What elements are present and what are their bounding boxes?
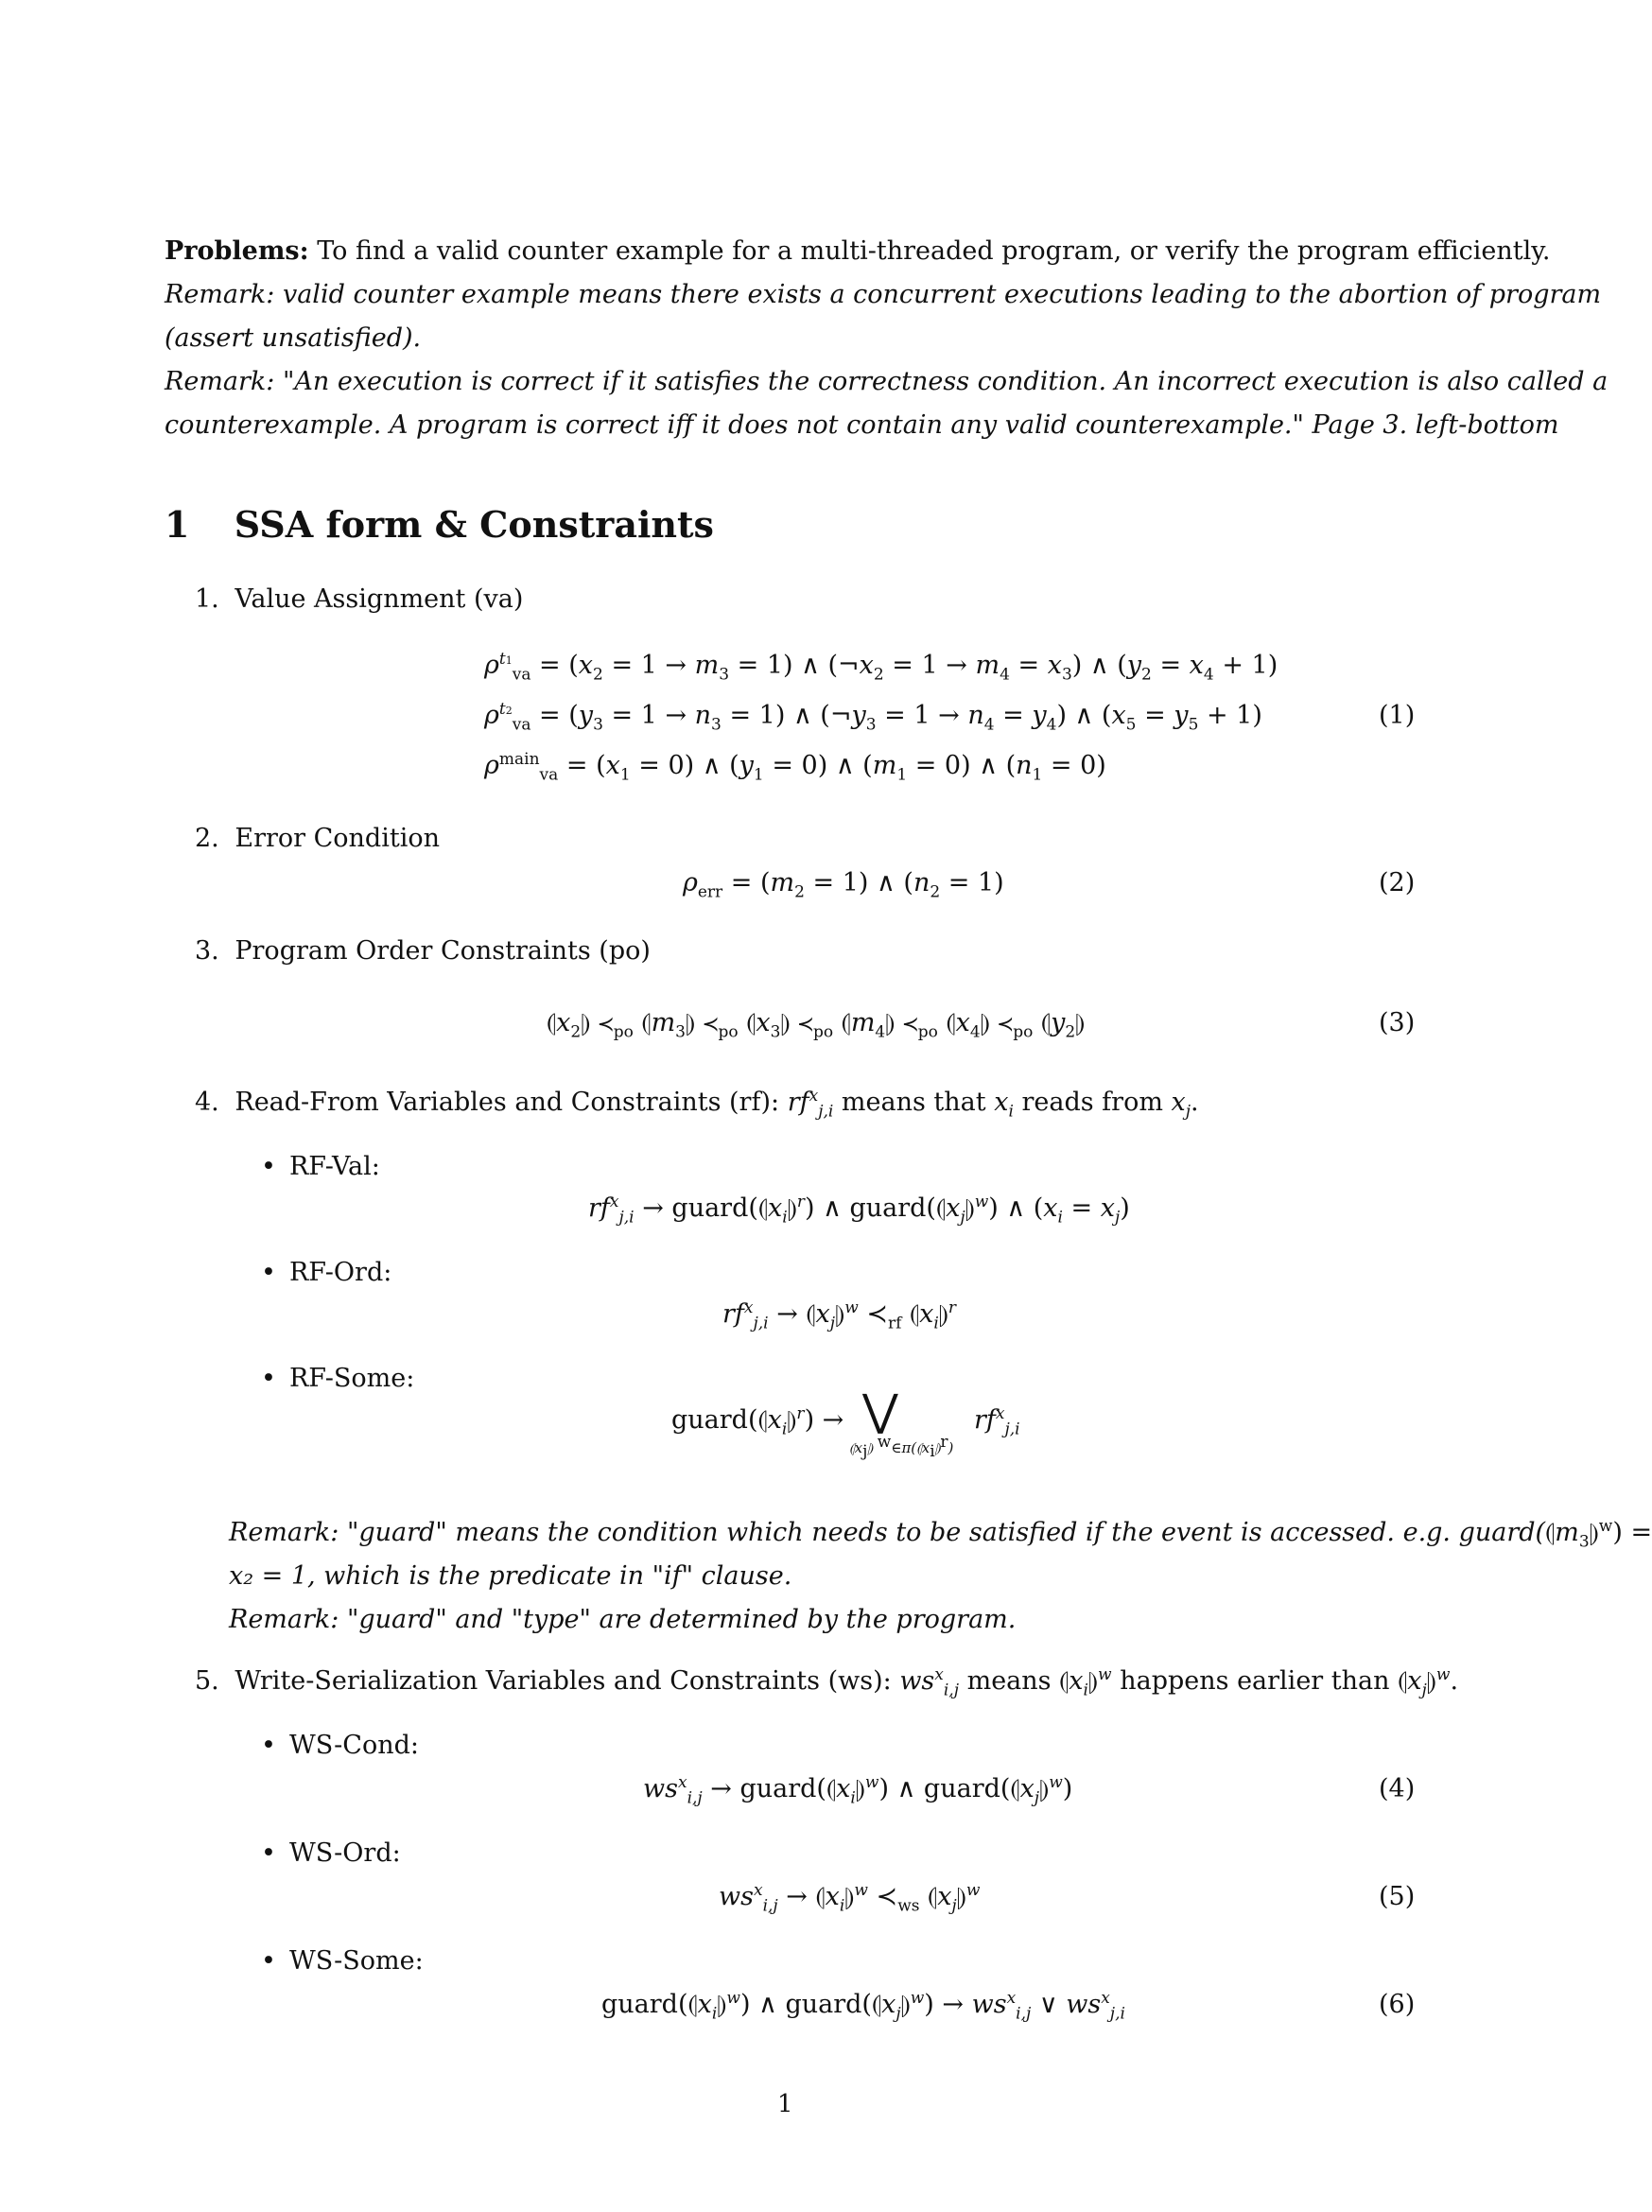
rf-remark-line1-end: ) = [1612,1518,1652,1547]
item-3-number: 3. [195,936,219,966]
item-5-label-mid2: happens earlier than [1120,1666,1390,1696]
problems-line [165,230,1550,273]
item-5: 5. Write-Serialization Variables and Constraints (ws): $ws^x_{i,j}$ means $⦇x_i⦈^w$ happens earlier than $⦇x_j⦈^w$. [195,1665,1459,1700]
eq5: $ws^x_{i,j}$ → $⦇x_i⦈^w$ $≺_{ws}$ $⦇x_j⦈^w$ [719,1881,981,1916]
bullet-ws-some: • WS-Some: [261,1946,424,1976]
bullet-rf-ord: • RF-Ord: [261,1258,392,1287]
item-3 [195,936,651,966]
item-4-label-end: . [1191,1088,1199,1117]
eq3: $⦇x_2⦈$ $≺_{po}$ $⦇m_3⦈$ $≺_{po}$ $⦇x_3⦈$ $≺_{po}$ $⦇m_4⦈$ $≺_{po}$ $⦇x_4⦈$ $≺_{po}$ $⦇y_2⦈$ [547,1008,1086,1042]
eq-rf-some-lhs: $guard(⦇x_i⦈^r)$ → [671,1404,844,1439]
section-title: SSA form & Constraints [234,503,714,546]
item-2-number: 2. [195,824,219,853]
item-5-label-end: . [1450,1666,1459,1696]
rf-remark-line2: x₂ = 1, which is the predicate in "if" clause. [229,1561,792,1591]
item-4-label-pre: Read-From Variables and Constraints (rf): [235,1088,780,1117]
remark2-line2: counterexample. A program is correct iff it does not contain any valid counterexample." Page 3. left-bottom [165,410,1559,440]
bigvee-subscript: $⦇x_j⦈$ $^w\in\pi(⦇x_i⦈^r)$ [849,1433,954,1461]
eq5-number: (5) [1379,1882,1416,1911]
item-2-label: Error Condition [235,824,440,853]
eq-rf-some-rhs: $rf^x_{j,i}$ [974,1404,1020,1439]
item-4-label-mid2: reads from [1021,1088,1163,1117]
section-heading [165,503,714,546]
eq-rf-ord: $rf^x_{j,i}$ → $⦇x_j⦈^w$ $≺_{rf}$ $⦇x_i⦈^r$ [722,1298,957,1333]
item-2 [195,824,440,853]
rf-remark-line1-text: Remark: "guard" means the condition which needs to be satisfied if the event is accessed. e.g. guard( [229,1518,1546,1547]
bullet-ws-cond: • WS-Cond: [261,1731,419,1760]
remark1-line2: (assert unsatisfied). [165,323,422,353]
ws-some-label: WS-Some: [288,1946,424,1976]
ws-ord-label: WS-Ord: [288,1838,401,1868]
item-1 [195,584,523,614]
rf-some-label: RF-Some: [288,1364,415,1393]
bullet-rf-val: • RF-Val: [261,1152,380,1181]
item-5-label-pre: Write-Serialization Variables and Constraints (ws): [235,1666,892,1696]
ws-cond-label: WS-Cond: [288,1731,419,1760]
problems-label: Problems: [165,236,309,266]
eq1-line2: $\rho^{t2}_{va} = (y_3 = 1 \to n_3 = 1)$ ∧ $(\neg y_3 = 1 \to n_4 = y_4)$ ∧ $(x_5 = y_5 + 1)$ [484,700,1262,735]
item-4-label-mid: means that [841,1088,986,1117]
item-3-label: Program Order Constraints (po) [235,936,651,966]
item-1-number: 1. [195,584,219,614]
item-5-number: 5. [195,1666,219,1696]
eq2: $\rho_{err} = (m_2 = 1)$ ∧ $(n_2 = 1)$ [683,868,1004,902]
eq6: $guard(⦇x_i⦈^w)$ ∧ $guard(⦇x_j⦈^w) \to ws^x_{i,j}$ ∨ $ws^x_{j,i}$ [601,1989,1125,2024]
rf-remark-line3: Remark: "guard" and "type" are determined by the program. [229,1605,1017,1634]
eq-rf-val: $rf^x_{j,i}$ → $guard(⦇x_i⦈^r)$ ∧ $guard(⦇x_j⦈^w)$ ∧ $(x_i = x_j)$ [588,1193,1130,1228]
eq2-number: (2) [1379,868,1416,897]
item-1-label: Value Assignment (va) [235,584,524,614]
item-4: 4. Read-From Variables and Constraints (rf): $rf^x_{j,i}$ means that $x_i$ reads from $x_j$. [195,1087,1199,1122]
page-number: 1 [777,2090,793,2118]
eq4-number: (4) [1379,1774,1416,1803]
eq1-number: (1) [1379,701,1416,730]
bigvee-symbol: ⋁ [862,1385,898,1436]
rf-remark-line1: Remark: "guard" means the condition which needs to be satisfied if the event is accessed. e.g. $guard(⦇m_3⦈^w)$ = [229,1517,1652,1552]
eq3-number: (3) [1379,1008,1416,1037]
remark1-line1: Remark: valid counter example means there exists a concurrent executions leading to the abortion of program [165,280,1602,309]
eq1-line1: $\rho^{t1}_{va} = (x_2 = 1 \to m_3 = 1)$ ∧ $(\neg x_2 = 1 \to m_4 = x_3)$ ∧ $(y_2 = x_4 + 1)$ [484,650,1278,685]
remark2-line1: Remark: "An execution is correct if it satisfies the correctness condition. An incorrect execution is also called a [165,367,1609,396]
eq4: $ws^x_{i,j}$ → $guard(⦇x_i⦈^w)$ ∧ $guard(⦇x_j⦈^w)$ [643,1773,1073,1808]
rf-val-label: RF-Val: [288,1152,380,1181]
rf-ord-label: RF-Ord: [288,1258,392,1287]
item-4-number: 4. [195,1088,219,1117]
item-5-label-mid: means [966,1666,1052,1696]
eq6-number: (6) [1379,1990,1416,2019]
section-number: 1 [165,503,190,546]
problems-text: To find a valid counter example for a multi-threaded program, or verify the program efficiently. [317,236,1551,266]
bullet-rf-some: • RF-Some: [261,1364,415,1393]
eq1-line3: $\rho^{main}_{va} = (x_1 = 0)$ ∧ $(y_1 = 0)$ ∧ $(m_1 = 0)$ ∧ $(n_1 = 0)$ [484,750,1106,785]
bullet-ws-ord: • WS-Ord: [261,1838,401,1868]
